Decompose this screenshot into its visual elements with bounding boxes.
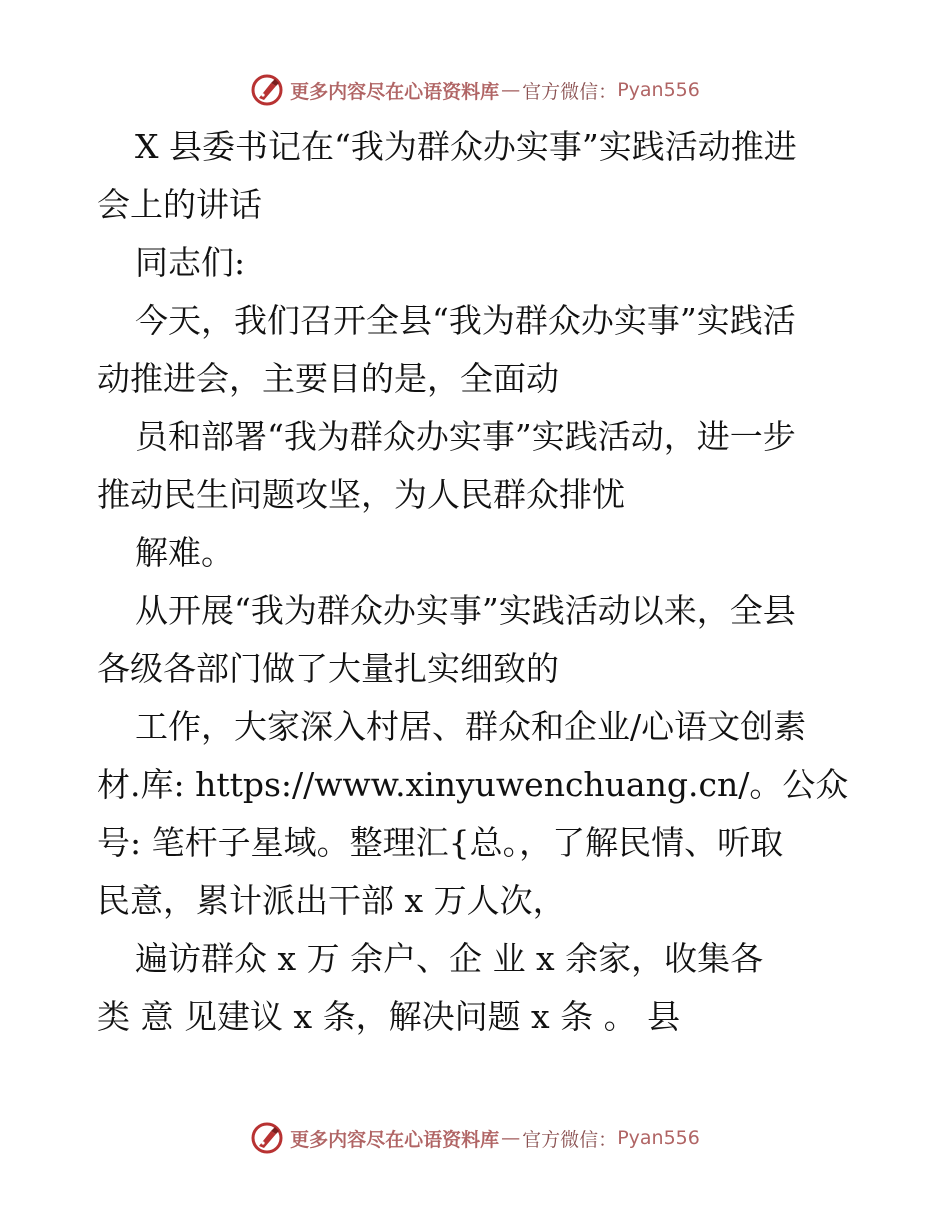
banner-wechat-label: 官方微信： xyxy=(522,80,618,103)
paragraph-line: 工作，大家深入村居、群众和企业/心语文创素 xyxy=(135,707,807,746)
paragraph-line: 今天，我们召开全县“我为群众办实事”实践活 xyxy=(135,301,796,340)
banner-dash: — xyxy=(501,1127,521,1149)
paragraph-line: 各级各部门做了大量扎实细致的 xyxy=(97,649,559,688)
paragraph-line: 推动民生问题攻坚，为人民群众排忧 xyxy=(97,475,625,514)
banner-wechat-label: 官方微信： xyxy=(522,1128,618,1151)
paragraph-line: 解难。 xyxy=(135,533,234,572)
banner-account: Pyan556 xyxy=(617,1127,700,1149)
paragraph-line: 从开展“我为群众办实事”实践活动以来，全县 xyxy=(135,591,796,630)
paragraph-line: 材.库: https://www.xinyuwenchuang.cn/。公众 xyxy=(97,765,849,804)
banner-brand: 更多内容尽在心语资料库 xyxy=(290,80,500,103)
document-body xyxy=(97,118,857,1046)
banner-dash: — xyxy=(501,79,521,101)
pen-logo-icon xyxy=(250,1121,284,1155)
paragraph-line: 动推进会，主要目的是，全面动 xyxy=(97,359,559,398)
banner-brand: 更多内容尽在心语资料库 xyxy=(290,1128,500,1151)
paragraph-line: 号: 笔杆子星域。整理汇{总。，了解民情、听取 xyxy=(97,823,784,862)
paragraph-line: 员和部署“我为群众办实事”实践活动，进一步 xyxy=(135,417,796,456)
title-line-2: 会上的讲话 xyxy=(97,185,262,224)
header-banner xyxy=(0,70,950,110)
pen-logo-icon xyxy=(250,73,284,107)
title-line-1: X 县委书记在“我为群众办实事”实践活动推进 xyxy=(135,127,797,166)
paragraph-line: 类 意 见建议 x 条，解决问题 x 条 。 县 xyxy=(97,997,681,1036)
salutation: 同志们: xyxy=(135,243,246,282)
paragraph-line: 遍访群众 x 万 余户、企 业 x 余家，收集各 xyxy=(135,939,764,978)
paragraph-line: 民意，累计派出干部 x 万人次， xyxy=(97,881,566,920)
footer-banner xyxy=(0,1118,950,1158)
banner-account: Pyan556 xyxy=(617,79,700,101)
